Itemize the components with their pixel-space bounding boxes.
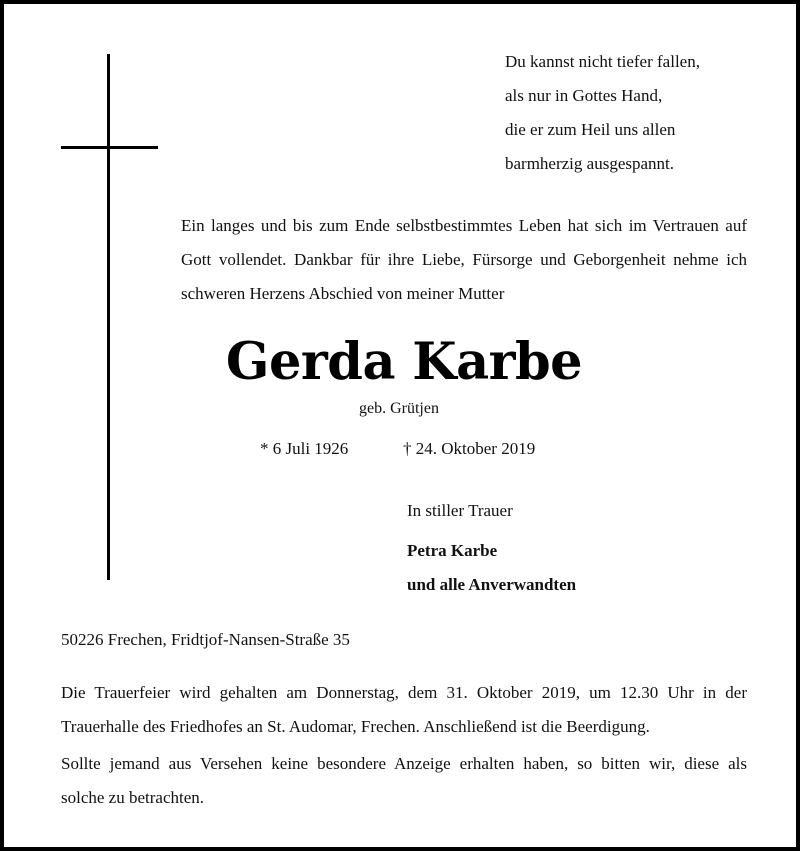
poem-line: die er zum Heil uns allen [505,120,676,139]
poem-line: als nur in Gottes Hand, [505,86,663,105]
cross-icon-vertical-beam [107,54,110,580]
poem-line: Du kannst nicht tiefer fallen, [505,52,700,71]
mourner-name: Petra Karbe [407,541,498,560]
poem-line: barmherzig ausgespannt. [505,154,674,173]
mourner-family: und alle Anverwandten [407,575,577,594]
ceremony-line: Trauerhalle des Friedhofes an St. Audomar, Frechen. Anschließend ist die Beerdigung. [61,717,650,736]
notice-line: solche zu betrachten. [61,788,205,807]
death-date: † 24. Oktober 2019 [403,439,536,458]
deceased-name: Gerda Karbe [225,332,583,392]
intro-line: Ein langes und bis zum Ende selbstbestimmtes Leben hat sich im Vertrauen auf [181,216,747,235]
ceremony-line: Die Trauerfeier wird gehalten am Donnerstag, dem 31. Oktober 2019, um 12.30 Uhr in der [61,683,747,702]
notice-line: Sollte jemand aus Versehen keine besondere Anzeige erhalten haben, so bitten wir, diese als [61,754,747,773]
poem [505,45,700,181]
ceremony-text [61,676,747,744]
intro-line: schweren Herzens Abschied von meiner Mutter [181,284,505,303]
maiden-name: geb. Grütjen [359,400,439,417]
birth-date: * 6 Juli 1926 [260,439,349,458]
intro-text [181,209,747,311]
notice-text [61,747,747,815]
address: 50226 Frechen, Fridtjof-Nansen-Straße 35 [61,630,350,649]
cross-icon-horizontal-beam [61,146,158,149]
mourning-phrase: In stiller Trauer [407,501,513,520]
intro-line: Gott vollendet. Dankbar für ihre Liebe, Fürsorge und Geborgenheit nehme ich [181,250,747,269]
